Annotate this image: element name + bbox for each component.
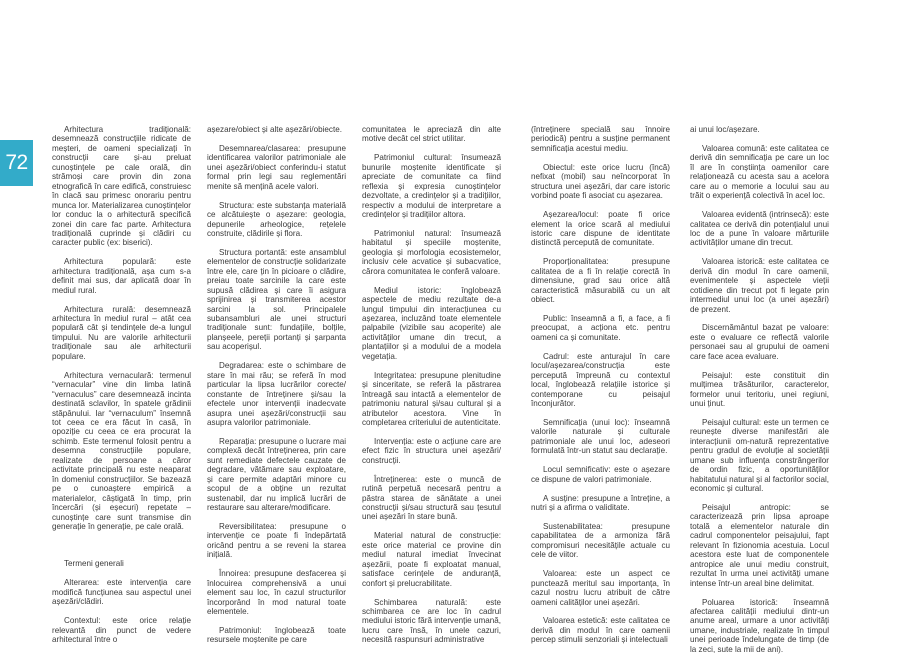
page-number-tab xyxy=(0,140,33,186)
glossary-paragraph: Întreținerea: este o muncă de rutină perpetuă necesară pentru a păstra starea de sănătate a unei construcții și/sau structură sau țesutul unei așezări în stare bună. xyxy=(362,474,501,522)
glossary-paragraph: Arhitectura populară: este arhitectura tradițională, așa cum s-a definit mai sus, dar aplicată doar în mediul rural. xyxy=(52,257,191,295)
glossary-paragraph: Integritatea: presupune plenitudine și sinceritate, se referă la păstrarea întreagă sau intactă a elementelor de patrimoniu natural și/sau cultural și a atributelor acestora. Vine în completarea criteriului de autenticitate. xyxy=(362,370,501,427)
glossary-paragraph: Mediul istoric: înglobează aspectele de mediu rezultate de-a lungul timpului din interacțiunea cu așezarea, incluzând toate elementele palpabile (vizibile sau acoperite) ale activităților umane din trecut, a plantațiilor și a modului de a modela vegetația. xyxy=(362,285,501,361)
text-column-1 xyxy=(52,125,191,654)
glossary-paragraph: Așezarea/locul: poate fi orice element la orice scară al mediului istoric care dispune de identitate distinctă percepută de comunitate. xyxy=(531,210,670,248)
glossary-paragraph: Valoarea: este un aspect ce punctează meritul sau importanța, în cazul nostru lucru atribuit de către oameni calităților unei așezări. xyxy=(531,569,670,607)
glossary-paragraph: Arhitectura rurală: desemnează arhitectura în mediul rural – atât cea populară cât și tendințele de-a lungul timpului. Nu are valorile arhitecturii tradiționale sau ale arhitecturii populare. xyxy=(52,304,191,361)
glossary-paragraph: ai unui loc/așezare. xyxy=(690,125,760,134)
glossary-paragraph: Reparația: presupune o lucrare mai complexă decât întreținerea, prin care sunt remediate defectele cauzate de degradare, vătămare sau exploatare, și care permite adaptări minore cu scopul de a obține un rezultat sustenabil, dar nu implică lucrări de restaurare sau alterare/modificare. xyxy=(207,436,346,513)
glossary-paragraph: Desemnarea/clasarea: presupune identificarea valorilor patrimoniale ale unei așezări/obiect conferindu-i statut formal prin legi sau reglementări menite să mențină acele valori. xyxy=(207,143,346,191)
glossary-paragraph: Poluarea istorică: înseamnă afectarea calității mediului dintr-un anume areal, urmare a unor activități umane, industriale, realizate în timpul unei perioade îndelungate de timp (de la zeci, sute la mii de ani). xyxy=(690,597,829,654)
glossary-paragraph: Material natural de construcție: este orice material ce provine din mediul natural imediat învecinat așezării, poate fi exploatat manual, satisface cerințele de anduranță, confort și prelucrabilitate. xyxy=(362,531,501,588)
glossary-paragraph: Arhitectura tradițională: desemnează construcțiile ridicate de meșteri, de oameni specializați în construcții care și-au preluat cunoștințele pe cale orală, din strămoși care provin din zona etnografică în care edifică, construiesc în clacă sau primesc onorariu pentru munca lor. Materializarea cunoștințelor lor conduc la o arhitectură specifică zonei din care fac parte. Arhitectura tradițională cuprinde și clădiri cu caracter public (ex: biserici). xyxy=(52,125,191,248)
glossary-paragraph: Schimbarea naturală: este schimbarea ce are loc în cadrul mediului istoric fără intervenție umană, lucru care însă, în unele cazuri, necesită raspunsuri administrative xyxy=(362,597,501,645)
glossary-paragraph: Patrimoniul natural: însumează habitatul și speciile moștenite, geologia și morfologia ecosistemelor, inclusiv cele acvatice și subacvatice, cărora comunitatea le conferă valoare. xyxy=(362,228,501,276)
glossary-paragraph: Peisajul cultural: este un termen ce reunește diverse manifestări ale interacțiunii om-natură reprezentative pentru gradul de evoluție al societății umane sub influența constrângerilor de ordin fizic, a oportunităților habitatului natural și al factorilor social, economic și cultural. xyxy=(690,417,830,494)
glossary-paragraph: Arhitectura vernaculară: termenul “vernacular” vine din limba latină “vernaculus” care desemnează incinta destinată sclavilor, în spatele grădinii stăpânului. Iar “vernaculum” însemnă tot ceea ce era făcut în casă, în opoziție cu ceea ce era procurat la schimb. Este termenul folosit pentru a desemna construcțiile populare, realizate de persoane a căror activitate principală nu este neaparat în domeniul construcțiilor. Se bazează pe o cunoaștere empirică a materialelor, câștigată în timp, prin încercări (și eșecuri) repetate – cunoștințe care sunt transmise din generație în generație, pe cale orală. xyxy=(52,370,191,531)
glossary-paragraph: Peisajul antropic: se caracterizează prin lipsa aproape totală a elementelor naturale din cadrul componentelor peisajului, fapt relevant în fizionomia acestuia. Locul acestora este luat de componentele antropice ale unui mediu construit, rezultat în urma unei activități umane intense într-un areal bine delimitat. xyxy=(690,503,829,588)
glossary-paragraph: Cadrul: este anturajul în care locul/așezarea/construcția este percepută împreună cu contextul local, înglobează relațiile istorice și contemporane cu peisajul înconjurător. xyxy=(531,351,670,409)
text-column-2 xyxy=(207,125,346,654)
glossary-paragraph: Patrimoniul cultural: însumează bunurile moștenite identificate și apreciate de comunitate ca fiind reflexia și expresia cunoștințelor dezvoltate, a credințelor și a tradițiilor, respectiv a modului de interpretare a credințelor și tradițiilor altora. xyxy=(362,153,501,220)
glossary-paragraph: Sustenabilitatea: presupune capabilitatea de a armoniza fără compromisuri necesitățile actuale cu cele de viitor. xyxy=(531,521,670,560)
glossary-paragraph: Valoarea estetică: este calitatea ce derivă din modul în care oamenii percep stimulii senzoriali și intelectuali xyxy=(531,616,670,645)
glossary-paragraph: Peisajul: este constituit din mulțimea trăsăturilor, caracterelor, formelor unui teritoriu, unei regiuni, unui ținut. xyxy=(690,370,829,409)
glossary-paragraph: Reversibilitatea: presupune o intervenție ce poate fi îndepărtată oricând pentru a se reveni la starea inițială. xyxy=(207,521,346,560)
glossary-paragraph: Alterarea: este intervenția care modifică funcțiunea sau aspectul unei așezări/clădiri. xyxy=(52,578,191,607)
glossary-paragraph: așezare/obiect și alte așezări/obiecte. xyxy=(207,125,342,134)
glossary-paragraph: comunitatea le apreciază din alte motive decât cel strict utilitar. xyxy=(362,125,501,144)
text-column-4 xyxy=(531,125,670,654)
glossary-paragraph: (întreținere specială sau înnoire periodică) pentru a susține permanent semnificația acestui mediu. xyxy=(531,125,670,153)
glossary-paragraph: Valoarea istorică: este calitatea ce derivă din modul în care oamenii, evenimentele și aspectele vieții cotidiene din trecut pot fi legate prin intermediul unui loc (a unei așezări) de prezent. xyxy=(690,257,829,314)
section-heading: Termeni generali xyxy=(64,559,124,569)
glossary-paragraph: Structura: este substanța materială ce alcătuiește o așezare: geologia, depunerile arheologice, rețelele construite, clădirile și flora. xyxy=(207,200,346,238)
text-column-5 xyxy=(690,125,829,664)
text-column-3 xyxy=(362,125,501,654)
glossary-paragraph: Valoarea evidentă (intrinsecă): este calitatea ce derivă din potențialul unui loc de a pune în valoare mărturiile activităților umane din trecut. xyxy=(690,210,829,248)
glossary-paragraph: Discernământul bazat pe valoare: este o evaluare ce reflectă valorile personaei sau al grupului de oameni care face acea evaluare. xyxy=(690,323,829,361)
glossary-paragraph: Înnoirea: presupune desfacerea și înlocuirea comprehensivă a unui element sau loc, în cazul structurilor încorporând în mod natural toate elementele. xyxy=(207,569,346,616)
glossary-paragraph: Obiectul: este orice lucru (încă) nefixat (mobil) sau neîncorporat în structura unei așezări, dar care istoric vorbind poate fi asociat cu așezarea. xyxy=(531,162,670,201)
glossary-paragraph: Semnificația (unui loc): înseamnă valorile naturale și culturale patrimoniale ale unui loc, adeseori formulată într-un statut sau declarație. xyxy=(531,417,670,456)
glossary-paragraph: Degradarea: este o schimbare de stare în mai rău; se referă în mod particular la lipsa lucrărilor corecte/ constante de întreținere și/sau la efectele unor intervenții inadecvate asupra unei așezări/construcții sau asupra valorilor patrimoniale. xyxy=(207,361,346,427)
glossary-paragraph: Public: înseamnă a fi, a face, a fi preocupat, a acționa etc. pentru oameni ca și comunitate. xyxy=(531,314,670,342)
glossary-paragraph: A susține: presupune a întreține, a nutri și a afirma o validitate. xyxy=(531,493,670,512)
glossary-paragraph: Structura portantă: este ansamblul elementelor de construcție solidarizate între ele, care țin în picioare o clădire, preiau toate sarcinile la care este supusă clădirea și care îi asigura sprijinirea și transmiterea acestor sarcini la sol. Principalele subansambluri ale unei structuri tradiționale sunt: fundațiile, bolțile, planșeele, pereții portanți și șarpanta sau acoperișul. xyxy=(207,247,346,352)
glossary-paragraph: Locul semnificativ: este o așezare ce dispune de valori patrimoniale. xyxy=(531,465,670,484)
glossary-paragraph: Proporționalitatea: presupune calitatea de a fi în relație corectă în dimensiune, grad sau orice altă caracteristică măsurabilă cu un alt obiect. xyxy=(531,257,670,305)
glossary-paragraph: Intervenția: este o acțiune care are efect fizic în structura unei așezări/ construcții. xyxy=(362,436,501,465)
page-number: 72 xyxy=(5,151,28,174)
glossary-paragraph: Contextul: este orice relație relevantă din punct de vedere arhitectural între o xyxy=(52,616,191,645)
glossary-paragraph: Patrimoniul: înglobează toate resursele moștenite pe care xyxy=(207,625,346,645)
glossary-paragraph: Valoarea comună: este calitatea ce derivă din semnificația pe care un loc îl are în conștiința oamenilor care relaționează cu acesta sau a acelora care au o memorie a locului sau au trăit o experiență colectivă în acel loc. xyxy=(690,143,829,201)
